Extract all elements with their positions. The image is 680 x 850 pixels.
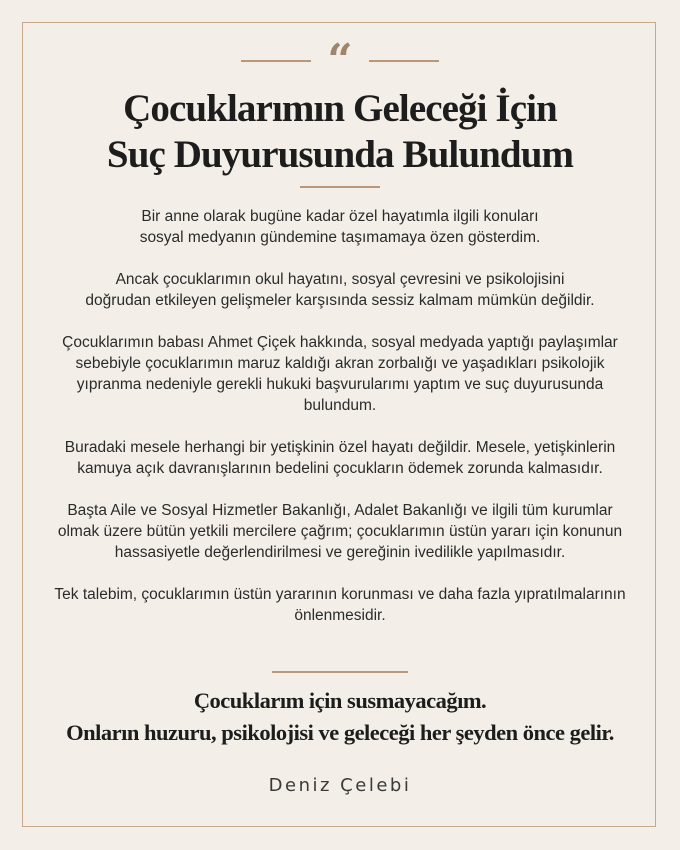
paragraph-line: önlenmesidir. <box>294 607 386 624</box>
paragraph-line: hassasiyetle değerlendirilmesi ve gereğinin ivedilikle yapılmasıdır. <box>114 544 566 561</box>
statement-body <box>0 206 680 647</box>
title-divider <box>300 186 380 188</box>
paragraph-line: Tek talebim, çocuklarımın üstün yararının korunması ve daha fazla yıpratılmalarının <box>54 586 626 603</box>
paragraph-line: Çocuklarımın babası Ahmet Çiçek hakkında, sosyal medyada yaptığı paylaşımlar <box>62 334 618 351</box>
paragraph-line: doğrudan etkileyen gelişmeler karşısında sessiz kalmam mümkün değildir. <box>85 292 595 309</box>
paragraph-line: olmak üzere bütün yetkili mercilere çağrım; çocuklarımın üstün yararı için konunun <box>57 523 623 540</box>
closing-divider <box>272 671 408 673</box>
statement-title <box>0 86 680 178</box>
paragraph-line: sebebiyle çocuklarımın maruz kaldığı akran zorbalığı ve yaşadıkları psikolojik <box>75 355 605 372</box>
paragraph-line: bulundum. <box>303 397 377 414</box>
body-paragraph <box>0 206 680 248</box>
body-paragraph <box>0 269 680 311</box>
paragraph-line: Buradaki mesele herhangi bir yetişkinin özel hayatı değildir. Mesele, yetişkinlerin <box>64 439 616 456</box>
signature: Deniz Çelebi <box>268 775 412 796</box>
closing-line-1: Çocuklarım için susmayacağım. <box>193 688 487 713</box>
title-line-2: Suç Duyurusunda Bulundum <box>106 133 574 176</box>
title-line-1: Çocuklarımın Geleceği İçin <box>123 87 557 130</box>
quote-ornament <box>0 35 680 86</box>
closing-line-2: Onların huzuru, psikolojisi ve geleceği her şeyden önce gelir. <box>66 720 614 745</box>
paragraph-line: Bir anne olarak bugüne kadar özel hayatımla ilgili konuları <box>141 208 539 225</box>
ornament-line-left <box>241 60 311 62</box>
body-paragraph <box>0 500 680 563</box>
paragraph-line: yıpranma nedeniyle gerekli hukuki başvurularımı yaptım ve suç duyurusunda <box>76 376 604 393</box>
paragraph-line: kamuya açık davranışlarının bedelini çocukların ödemek zorunda kalmasıdır. <box>77 460 603 477</box>
body-paragraph <box>0 332 680 416</box>
paragraph-line: Ancak çocuklarımın okul hayatını, sosyal çevresini ve psikolojisini <box>115 271 565 288</box>
ornament-line-right <box>369 60 439 62</box>
body-paragraph <box>0 584 680 626</box>
paragraph-line: sosyal medyanın gündemine taşımamaya özen gösterdim. <box>139 229 541 246</box>
quote-icon: “ <box>327 35 353 86</box>
closing-statement <box>0 685 680 749</box>
body-paragraph <box>0 437 680 479</box>
paragraph-line: Başta Aile ve Sosyal Hizmetler Bakanlığı, Adalet Bakanlığı ve ilgili tüm kurumlar <box>67 502 613 519</box>
